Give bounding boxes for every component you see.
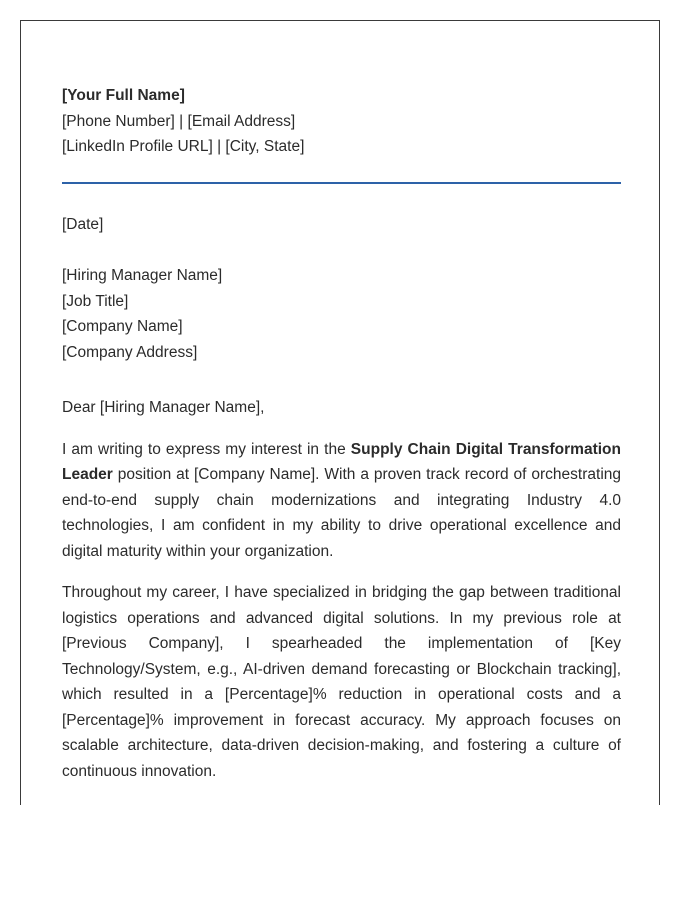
recipient-company-name: [Company Name] — [62, 318, 183, 335]
header-divider — [62, 182, 621, 184]
position-title: Supply Chain Digital Transformation Leader — [62, 440, 621, 483]
recipient-job-title: [Job Title] — [62, 292, 129, 310]
body-paragraph-2: Throughout my career, I have specialized in bridging the gap between traditional logistics operations and advanced digital solutions. In my previous role at [Previous Company], I spearheaded the implementation of [Key Technology/System, e.g., AI-driven demand forecasting or Blockchain tracking], which resulted in a [Percentage]% reduction in operational costs and a [Percentage]% improvement in forecast accuracy. My approach focuses on scalable architecture, data-driven decision-making, and fostering a culture of continuous innovation. — [62, 584, 621, 780]
recipient-name: [Hiring Manager Name] — [62, 267, 223, 284]
recipient-block — [62, 263, 621, 365]
sender-contact-line-2: [LinkedIn Profile URL] | [City, State] — [62, 138, 305, 155]
body-paragraph-1 — [62, 437, 621, 565]
letter-page — [20, 20, 660, 805]
paragraph-1-rest: position at [Company Name]. With a proven track record of orchestrating end-to-end supply chain modernizations and integrating Industry 4.0 technologies, I am confident in my ability to drive operational excellence and digital maturity within your organization. — [62, 466, 621, 560]
paragraph-1-intro: I am writing to express my interest in the — [62, 440, 351, 458]
recipient-company-address: [Company Address] — [62, 343, 198, 361]
salutation: Dear [Hiring Manager Name], — [62, 399, 265, 416]
sender-full-name: [Your Full Name] — [62, 87, 185, 104]
letter-date: [Date] — [62, 215, 104, 233]
letter-header — [62, 83, 621, 160]
letter-content — [62, 83, 621, 784]
sender-contact-line-1: [Phone Number] | [Email Address] — [62, 112, 296, 130]
